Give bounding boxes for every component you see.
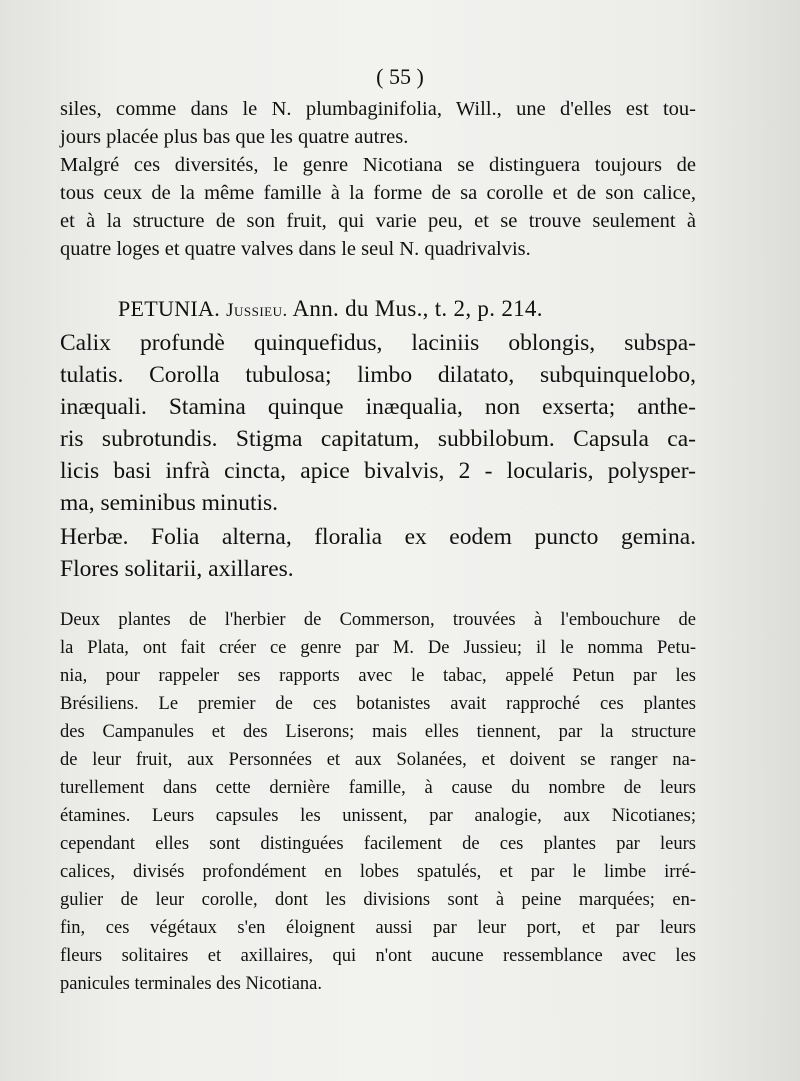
text-line: cependant elles sont distinguées facilement de ces plantes par leurs (60, 834, 696, 854)
text-line: Deux plantes de l'herbier de Commerson, trouvées à l'embouchure de (60, 610, 696, 630)
text-line: de leur fruit, aux Personnées et aux Solanées, et doivent se ranger na- (60, 750, 696, 770)
text-line: Herbæ. Folia alterna, floralia ex eodem puncto gemina. (60, 524, 696, 550)
text-line: turellement dans cette dernière famille, à cause du nombre de leurs (60, 778, 696, 798)
text-line: des Campanules et des Liserons; mais elles tiennent, par la structure (60, 722, 696, 742)
genus-heading (118, 296, 543, 322)
page-number: ( 55 ) (376, 64, 424, 89)
text-line: jours placée plus bas que les quatre autres. (60, 126, 409, 148)
text-line: tulatis. Corolla tubulosa; limbo dilatato, subquinquelobo, (60, 362, 696, 388)
text-line: nia, pour rappeler ses rapports avec le tabac, appelé Petun par les (60, 666, 696, 686)
text-line: panicules terminales des Nicotiana. (60, 974, 322, 994)
text-line: étamines. Leurs capsules les unissent, par analogie, aux Nicotianes; (60, 806, 696, 826)
text-line: Flores solitarii, axillares. (60, 556, 294, 582)
text-line: et à la structure de son fruit, qui varie peu, et se trouve seulement à (60, 210, 696, 232)
text-line: fin, ces végétaux s'en éloignent aussi par leur port, et par leurs (60, 918, 696, 938)
text-line: la Plata, ont fait créer ce genre par M. De Jussieu; il le nomma Petu- (60, 638, 696, 658)
genus-author: Jussieu. (226, 300, 288, 321)
genus-name: PETUNIA. (118, 296, 221, 321)
text-line: quatre loges et quatre valves dans le seul N. quadrivalvis. (60, 238, 531, 260)
text-line: ma, seminibus minutis. (60, 490, 279, 516)
text-line: Brésiliens. Le premier de ces botanistes avait rapproché ces plantes (60, 694, 696, 714)
genus-reference: Ann. du Mus., t. 2, p. 214. (292, 296, 543, 321)
text-line: Calix profundè quinquefidus, laciniis oblongis, subspa- (60, 330, 696, 356)
text-line: siles, comme dans le N. plumbaginifolia, Will., une d'elles est tou- (60, 98, 696, 120)
text-line: fleurs solitaires et axillaires, qui n'ont aucune ressemblance avec les (60, 946, 696, 966)
text-line: tous ceux de la même famille à la forme de sa corolle et de son calice, (60, 182, 696, 204)
text-line: gulier de leur corolle, dont les divisions sont à peine marquées; en- (60, 890, 696, 910)
text-line: licis basi infrà cincta, apice bivalvis, 2 - locularis, polysper- (60, 458, 696, 484)
text-line: inæquali. Stamina quinque inæqualia, non exserta; anthe- (60, 394, 696, 420)
text-line: ris subrotundis. Stigma capitatum, subbilobum. Capsula ca- (60, 426, 696, 452)
text-line: Malgré ces diversités, le genre Nicotiana se distinguera toujours de (60, 154, 696, 176)
text-line: calices, divisés profondément en lobes spatulés, et par le limbe irré- (60, 862, 696, 882)
